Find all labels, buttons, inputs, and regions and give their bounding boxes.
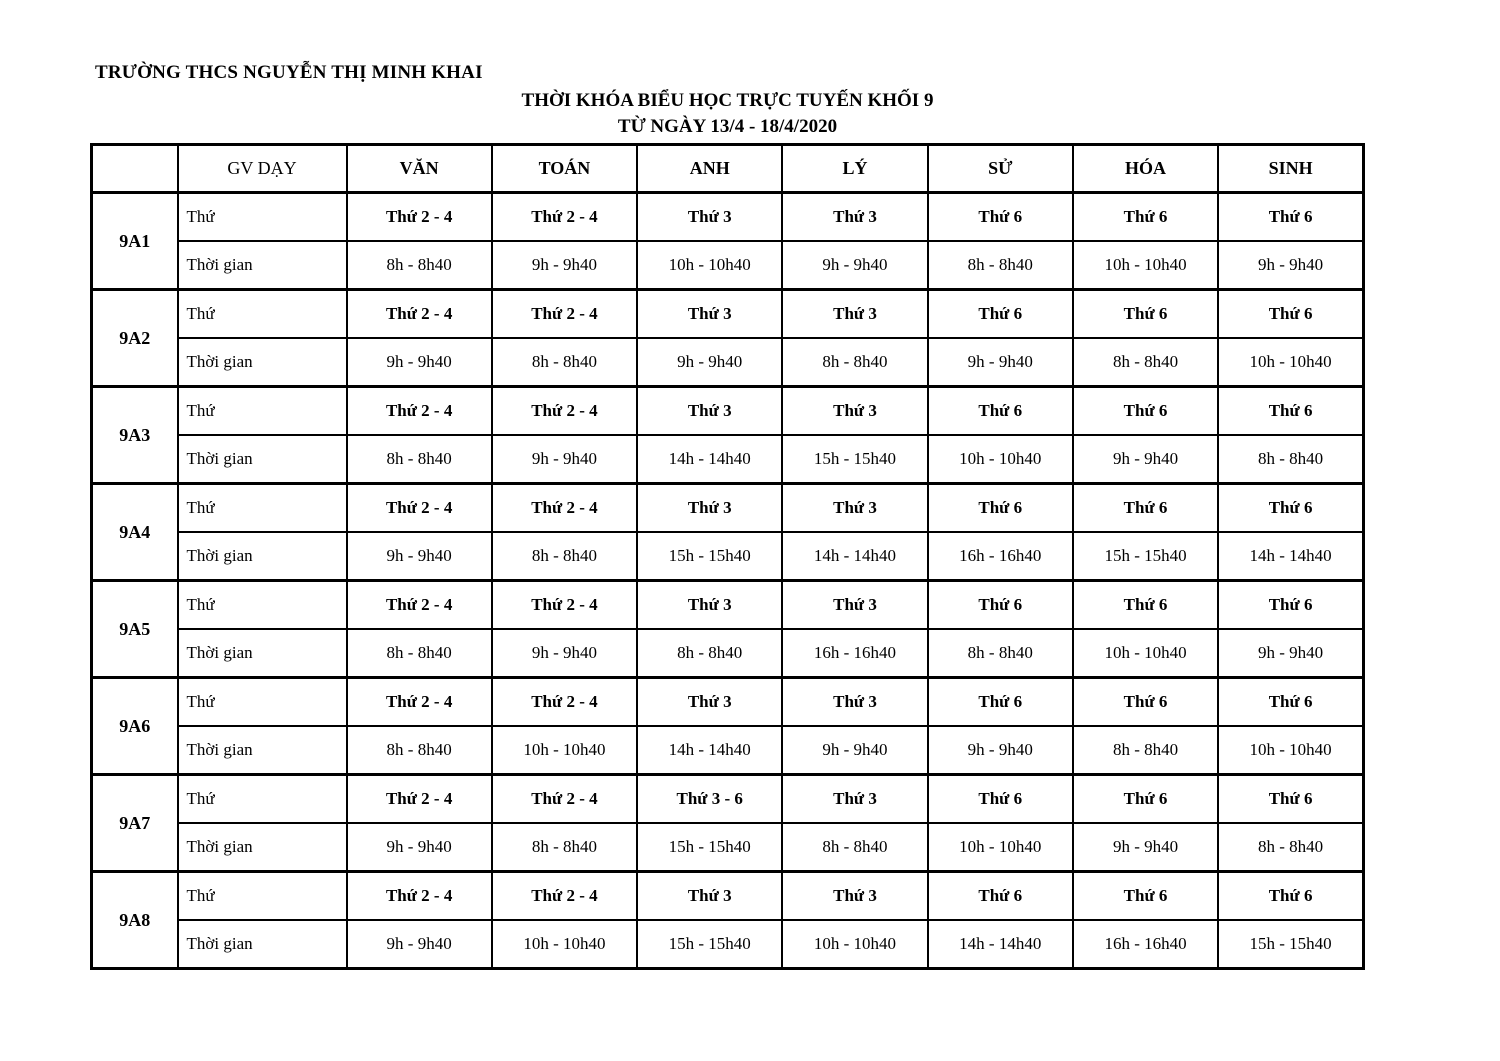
day-row-label: Thứ — [178, 387, 347, 436]
day-row-label: Thứ — [178, 872, 347, 921]
day-cell: Thứ 6 — [1218, 775, 1363, 824]
day-cell: Thứ 2 - 4 — [347, 484, 492, 533]
day-cell: Thứ 3 — [782, 387, 927, 436]
class-name-cell: 9A6 — [92, 678, 178, 775]
day-row-label: Thứ — [178, 581, 347, 630]
document-date-range: TỪ NGÀY 13/4 - 18/4/2020 — [617, 116, 838, 137]
time-cell: 14h - 14h40 — [637, 435, 782, 484]
class-day-row — [92, 775, 1364, 824]
day-cell: Thứ 2 - 4 — [347, 678, 492, 727]
day-cell: Thứ 6 — [1218, 872, 1363, 921]
day-cell: Thứ 3 — [637, 581, 782, 630]
time-cell: 15h - 15h40 — [1073, 532, 1218, 581]
time-cell: 10h - 10h40 — [1073, 241, 1218, 290]
day-cell: Thứ 6 — [1218, 581, 1363, 630]
day-cell: Thứ 6 — [1073, 775, 1218, 824]
subject-header-anh: ANH — [637, 145, 782, 193]
time-cell: 8h - 8h40 — [1073, 726, 1218, 775]
time-cell: 9h - 9h40 — [928, 338, 1073, 387]
time-cell: 9h - 9h40 — [347, 532, 492, 581]
class-day-row — [92, 193, 1364, 242]
class-name-cell: 9A2 — [92, 290, 178, 387]
day-row-label: Thứ — [178, 193, 347, 242]
timetable — [90, 143, 1365, 970]
class-name-cell: 9A7 — [92, 775, 178, 872]
time-cell: 8h - 8h40 — [1218, 435, 1363, 484]
day-cell: Thứ 2 - 4 — [492, 484, 637, 533]
class-day-row — [92, 290, 1364, 339]
corner-cell — [92, 145, 178, 193]
time-cell: 15h - 15h40 — [1218, 920, 1363, 969]
time-cell: 10h - 10h40 — [1218, 726, 1363, 775]
day-cell: Thứ 3 — [782, 775, 927, 824]
time-cell: 9h - 9h40 — [347, 823, 492, 872]
class-time-row — [92, 532, 1364, 581]
day-cell: Thứ 6 — [928, 193, 1073, 242]
day-cell: Thứ 6 — [928, 775, 1073, 824]
time-cell: 15h - 15h40 — [637, 532, 782, 581]
time-cell: 16h - 16h40 — [928, 532, 1073, 581]
time-row-label: Thời gian — [178, 629, 347, 678]
time-cell: 10h - 10h40 — [1073, 629, 1218, 678]
subject-header-su: SỬ — [928, 145, 1073, 193]
time-row-label: Thời gian — [178, 435, 347, 484]
time-cell: 10h - 10h40 — [637, 241, 782, 290]
timetable-body — [92, 193, 1364, 969]
subject-header-van: VĂN — [347, 145, 492, 193]
time-cell: 9h - 9h40 — [492, 241, 637, 290]
time-cell: 14h - 14h40 — [928, 920, 1073, 969]
day-cell: Thứ 2 - 4 — [492, 581, 637, 630]
time-cell: 14h - 14h40 — [637, 726, 782, 775]
time-row-label: Thời gian — [178, 823, 347, 872]
time-row-label: Thời gian — [178, 920, 347, 969]
time-cell: 8h - 8h40 — [928, 241, 1073, 290]
day-cell: Thứ 2 - 4 — [492, 678, 637, 727]
time-cell: 14h - 14h40 — [1218, 532, 1363, 581]
day-cell: Thứ 2 - 4 — [492, 387, 637, 436]
class-time-row — [92, 920, 1364, 969]
time-cell: 8h - 8h40 — [782, 338, 927, 387]
day-cell: Thứ 6 — [928, 290, 1073, 339]
day-row-label: Thứ — [178, 678, 347, 727]
day-cell: Thứ 2 - 4 — [492, 872, 637, 921]
time-cell: 10h - 10h40 — [492, 920, 637, 969]
day-cell: Thứ 3 - 6 — [637, 775, 782, 824]
time-row-label: Thời gian — [178, 726, 347, 775]
day-cell: Thứ 3 — [782, 193, 927, 242]
time-cell: 10h - 10h40 — [928, 435, 1073, 484]
time-cell: 9h - 9h40 — [1073, 823, 1218, 872]
time-cell: 8h - 8h40 — [347, 435, 492, 484]
day-cell: Thứ 2 - 4 — [347, 387, 492, 436]
day-cell: Thứ 6 — [1073, 484, 1218, 533]
school-name: TRƯỜNG THCS NGUYỄN THỊ MINH KHAI — [95, 62, 483, 83]
day-cell: Thứ 6 — [1073, 387, 1218, 436]
timetable-header — [92, 145, 1364, 193]
time-cell: 9h - 9h40 — [1073, 435, 1218, 484]
day-cell: Thứ 2 - 4 — [347, 872, 492, 921]
class-time-row — [92, 338, 1364, 387]
day-cell: Thứ 3 — [782, 290, 927, 339]
time-cell: 8h - 8h40 — [492, 823, 637, 872]
time-cell: 10h - 10h40 — [782, 920, 927, 969]
gv-day-header: GV DẠY — [178, 145, 347, 193]
class-time-row — [92, 726, 1364, 775]
subject-header-toan: TOÁN — [492, 145, 637, 193]
day-cell: Thứ 3 — [782, 581, 927, 630]
day-cell: Thứ 6 — [1073, 581, 1218, 630]
time-cell: 9h - 9h40 — [782, 726, 927, 775]
class-day-row — [92, 678, 1364, 727]
day-cell: Thứ 2 - 4 — [492, 193, 637, 242]
time-row-label: Thời gian — [178, 532, 347, 581]
day-cell: Thứ 6 — [1218, 678, 1363, 727]
class-name-cell: 9A3 — [92, 387, 178, 484]
time-cell: 8h - 8h40 — [347, 629, 492, 678]
subject-header-sinh: SINH — [1218, 145, 1363, 193]
day-cell: Thứ 3 — [637, 484, 782, 533]
class-time-row — [92, 629, 1364, 678]
time-cell: 10h - 10h40 — [928, 823, 1073, 872]
time-cell: 10h - 10h40 — [492, 726, 637, 775]
time-cell: 9h - 9h40 — [492, 629, 637, 678]
day-cell: Thứ 6 — [1073, 872, 1218, 921]
class-day-row — [92, 581, 1364, 630]
day-row-label: Thứ — [178, 775, 347, 824]
time-cell: 9h - 9h40 — [492, 435, 637, 484]
time-cell: 8h - 8h40 — [637, 629, 782, 678]
day-cell: Thứ 2 - 4 — [347, 193, 492, 242]
time-cell: 8h - 8h40 — [492, 338, 637, 387]
day-cell: Thứ 6 — [1073, 193, 1218, 242]
class-name-cell: 9A1 — [92, 193, 178, 290]
time-cell: 15h - 15h40 — [637, 920, 782, 969]
time-cell: 9h - 9h40 — [782, 241, 927, 290]
day-cell: Thứ 6 — [928, 387, 1073, 436]
class-name-cell: 9A8 — [92, 872, 178, 969]
day-cell: Thứ 6 — [928, 581, 1073, 630]
day-cell: Thứ 3 — [782, 678, 927, 727]
day-cell: Thứ 2 - 4 — [492, 290, 637, 339]
time-cell: 16h - 16h40 — [782, 629, 927, 678]
day-cell: Thứ 3 — [637, 193, 782, 242]
subject-header-ly: LÝ — [782, 145, 927, 193]
day-cell: Thứ 2 - 4 — [347, 775, 492, 824]
class-day-row — [92, 872, 1364, 921]
class-name-cell: 9A5 — [92, 581, 178, 678]
time-cell: 14h - 14h40 — [782, 532, 927, 581]
document-titles — [90, 88, 1365, 140]
day-cell: Thứ 6 — [1218, 387, 1363, 436]
time-cell: 16h - 16h40 — [1073, 920, 1218, 969]
class-time-row — [92, 823, 1364, 872]
time-cell: 9h - 9h40 — [347, 920, 492, 969]
time-cell: 9h - 9h40 — [637, 338, 782, 387]
class-time-row — [92, 435, 1364, 484]
day-cell: Thứ 3 — [637, 290, 782, 339]
class-day-row — [92, 387, 1364, 436]
day-cell: Thứ 6 — [1073, 290, 1218, 339]
day-cell: Thứ 6 — [1218, 193, 1363, 242]
day-cell: Thứ 3 — [782, 872, 927, 921]
time-cell: 8h - 8h40 — [928, 629, 1073, 678]
time-cell: 8h - 8h40 — [347, 241, 492, 290]
day-cell: Thứ 6 — [1073, 678, 1218, 727]
subject-header-hoa: HÓA — [1073, 145, 1218, 193]
day-cell: Thứ 6 — [1218, 290, 1363, 339]
day-cell: Thứ 6 — [928, 678, 1073, 727]
day-cell: Thứ 2 - 4 — [347, 581, 492, 630]
class-time-row — [92, 241, 1364, 290]
day-cell: Thứ 3 — [782, 484, 927, 533]
time-cell: 8h - 8h40 — [1073, 338, 1218, 387]
day-cell: Thứ 6 — [1218, 484, 1363, 533]
day-cell: Thứ 3 — [637, 872, 782, 921]
document-title: THỜI KHÓA BIỂU HỌC TRỰC TUYẾN KHỐI 9 — [521, 90, 934, 111]
time-cell: 9h - 9h40 — [928, 726, 1073, 775]
time-cell: 15h - 15h40 — [782, 435, 927, 484]
time-cell: 8h - 8h40 — [492, 532, 637, 581]
day-cell: Thứ 2 - 4 — [492, 775, 637, 824]
day-cell: Thứ 3 — [637, 387, 782, 436]
time-row-label: Thời gian — [178, 338, 347, 387]
time-cell: 9h - 9h40 — [1218, 629, 1363, 678]
time-cell: 9h - 9h40 — [1218, 241, 1363, 290]
time-cell: 10h - 10h40 — [1218, 338, 1363, 387]
day-cell: Thứ 2 - 4 — [347, 290, 492, 339]
day-row-label: Thứ — [178, 290, 347, 339]
day-row-label: Thứ — [178, 484, 347, 533]
time-row-label: Thời gian — [178, 241, 347, 290]
class-name-cell: 9A4 — [92, 484, 178, 581]
day-cell: Thứ 3 — [637, 678, 782, 727]
time-cell: 8h - 8h40 — [1218, 823, 1363, 872]
header-row — [92, 145, 1364, 193]
time-cell: 15h - 15h40 — [637, 823, 782, 872]
time-cell: 8h - 8h40 — [782, 823, 927, 872]
class-day-row — [92, 484, 1364, 533]
day-cell: Thứ 6 — [928, 872, 1073, 921]
time-cell: 9h - 9h40 — [347, 338, 492, 387]
day-cell: Thứ 6 — [928, 484, 1073, 533]
time-cell: 8h - 8h40 — [347, 726, 492, 775]
